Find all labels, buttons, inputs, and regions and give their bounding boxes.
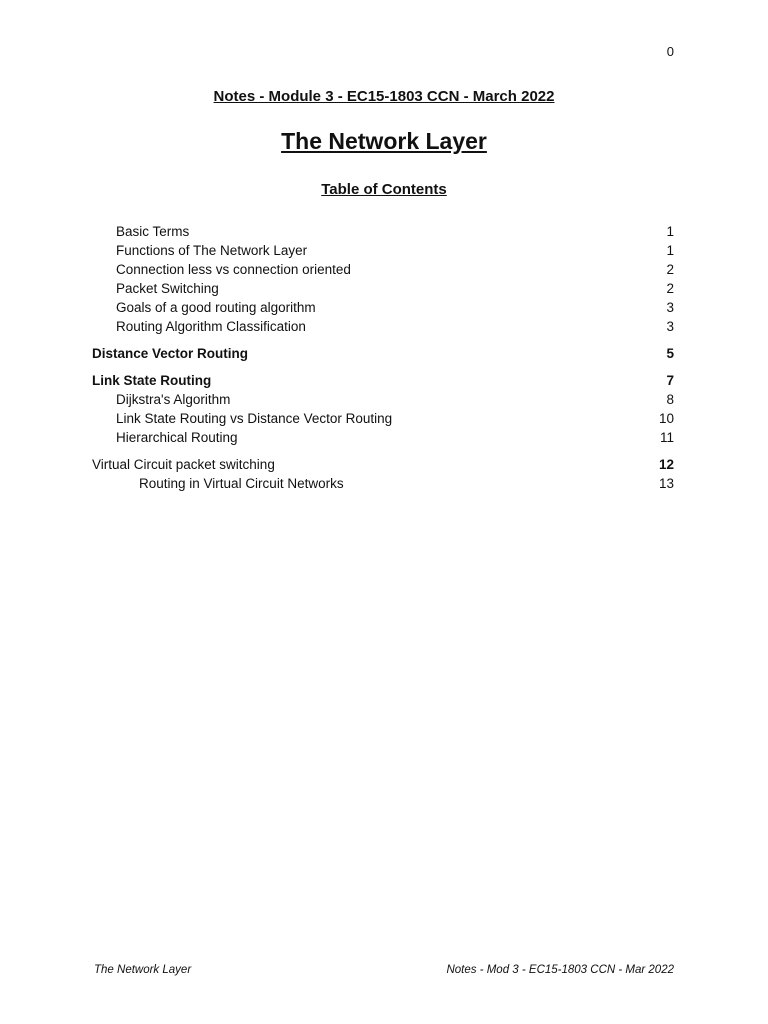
toc-entry-hierarchical[interactable] <box>92 428 674 447</box>
toc-entry-goals[interactable] <box>92 298 674 317</box>
toc-entry-functions[interactable] <box>92 241 674 260</box>
toc-entry-page: 1 <box>666 224 674 239</box>
toc-entry-page: 8 <box>666 392 674 407</box>
toc-entry-label: Link State Routing vs Distance Vector Routing <box>116 411 393 426</box>
toc-entry-label: Routing Algorithm Classification <box>116 319 306 334</box>
document-title: The Network Layer <box>281 128 487 154</box>
toc-entry-page: 12 <box>658 457 674 472</box>
toc-entry-virtual-circuit[interactable] <box>92 455 674 474</box>
toc-entry-distance-vector[interactable] <box>92 344 674 363</box>
toc-entry-page: 13 <box>658 476 674 491</box>
toc-entry-page: 3 <box>666 319 674 334</box>
toc-entry-page: 3 <box>666 300 674 315</box>
page-number: 0 <box>666 44 674 59</box>
table-of-contents <box>92 222 674 493</box>
toc-entry-label: Routing in Virtual Circuit Networks <box>139 476 344 491</box>
toc-entry-basic-terms[interactable] <box>92 222 674 241</box>
toc-entry-page: 1 <box>666 243 674 258</box>
toc-heading: Table of Contents <box>321 181 447 198</box>
toc-entry-label: Distance Vector Routing <box>92 346 249 361</box>
toc-entry-packet-switching[interactable] <box>92 279 674 298</box>
toc-entry-label: Functions of The Network Layer <box>116 243 308 258</box>
footer-right: Notes - Mod 3 - EC15-1803 CCN - Mar 2022 <box>446 964 674 976</box>
toc-entry-page: 2 <box>666 281 674 296</box>
toc-entry-vc-routing[interactable] <box>92 474 674 493</box>
toc-entry-page: 2 <box>666 262 674 277</box>
toc-entry-label: Basic Terms <box>116 224 190 239</box>
toc-entry-ls-vs-dv[interactable] <box>92 409 674 428</box>
toc-entry-page: 7 <box>666 373 674 388</box>
document-subtitle: Notes - Module 3 - EC15-1803 CCN - March 2022 <box>213 88 555 105</box>
toc-entry-link-state[interactable] <box>92 371 674 390</box>
toc-entry-label: Hierarchical Routing <box>116 430 238 445</box>
footer-left: The Network Layer <box>94 964 192 976</box>
toc-entry-page: 11 <box>659 430 674 445</box>
toc-entry-label: Dijkstra's Algorithm <box>116 392 231 407</box>
toc-entry-page: 10 <box>658 411 674 426</box>
toc-entry-label: Goals of a good routing algorithm <box>116 300 316 315</box>
toc-entry-page: 5 <box>666 346 674 361</box>
toc-entry-label: Virtual Circuit packet switching <box>92 457 275 472</box>
toc-entry-label: Link State Routing <box>92 373 212 388</box>
toc-entry-label: Connection less vs connection oriented <box>116 262 351 277</box>
toc-entry-classification[interactable] <box>92 317 674 336</box>
toc-entry-connection[interactable] <box>92 260 674 279</box>
toc-entry-dijkstra[interactable] <box>92 390 674 409</box>
toc-entry-label: Packet Switching <box>116 281 219 296</box>
